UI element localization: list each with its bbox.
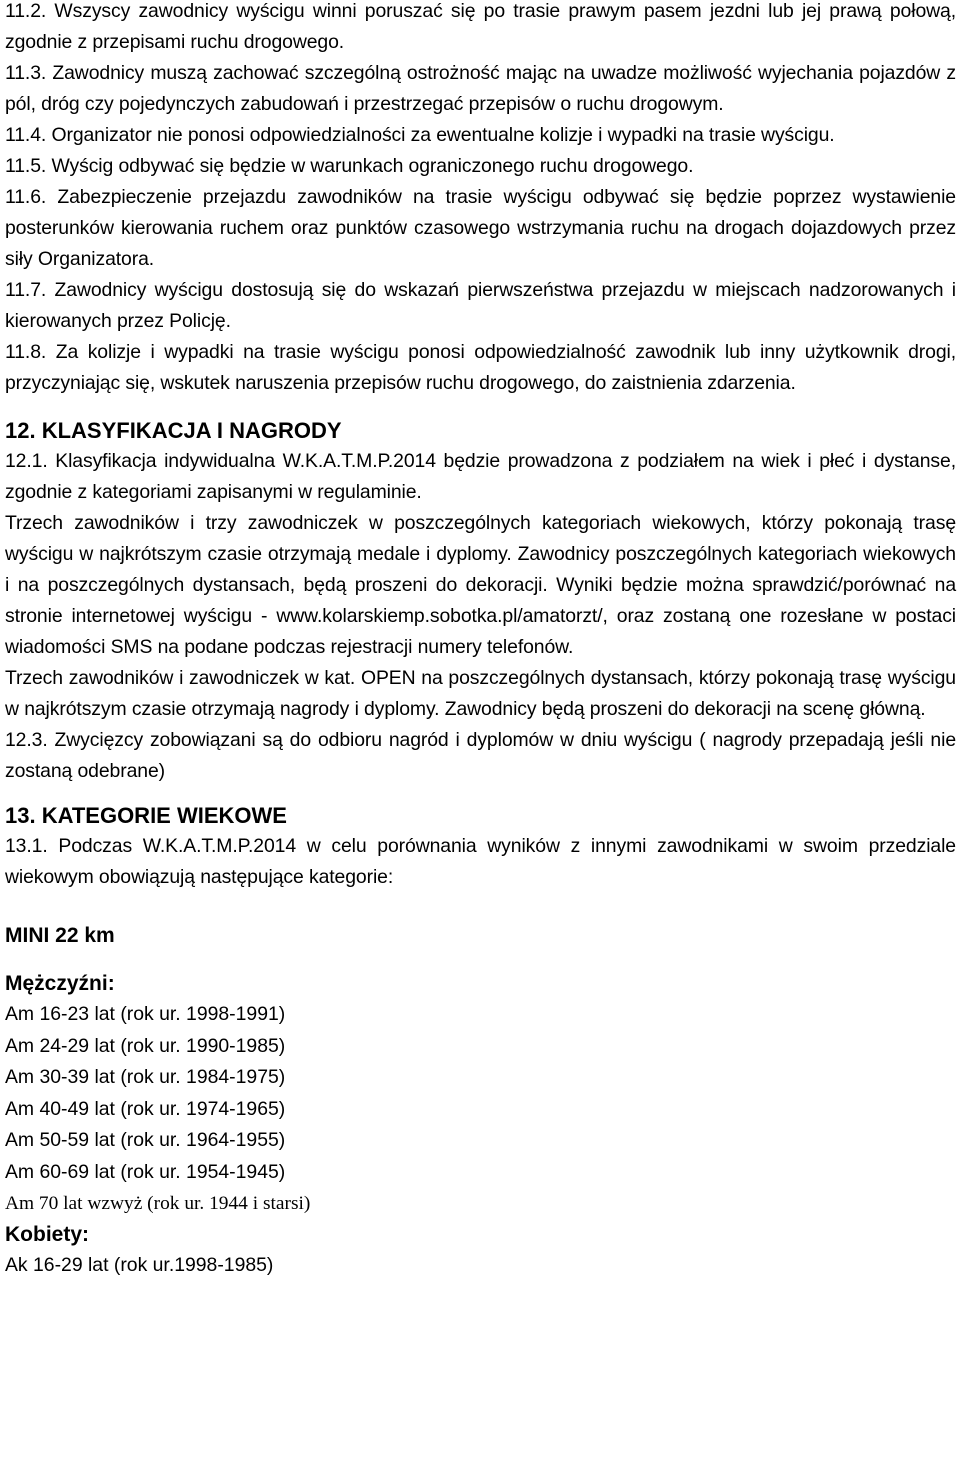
paragraph-11-4: 11.4. Organizator nie ponosi odpowiedzialności za ewentualne kolizje i wypadki na trasie wyścigu.	[5, 124, 835, 146]
mini-distance-heading: MINI 22 km	[5, 924, 115, 947]
men-category-item: Am 24-29 lat (rok ur. 1990-1985)	[5, 1034, 286, 1057]
men-category-item: Am 30-39 lat (rok ur. 1984-1975)	[5, 1066, 286, 1088]
men-category-item: Am 16-23 lat (rok ur. 1998-1991)	[5, 1003, 286, 1025]
spacer	[5, 951, 956, 969]
men-category-item: Am 40-49 lat (rok ur. 1974-1965)	[5, 1097, 286, 1120]
section-13-heading: 13. KATEGORIE WIEKOWE	[5, 803, 287, 828]
women-category-list	[5, 1250, 956, 1282]
section-12-heading: 12. KLASYFIKACJA I NAGRODY	[5, 418, 342, 443]
paragraph-11-6: 11.6. Zabezpieczenie przejazdu zawodników na trasie wyścigu odbywać się będzie poprzez wystawienie posterunków kierowania ruchem oraz punktów czasowego wstrzymania ruchu na drogach dojazdowych przez siły Organizatora.	[5, 186, 956, 270]
women-category-item: Ak 16-29 lat (rok ur.1998-1985)	[5, 1253, 274, 1276]
men-category-list	[5, 999, 956, 1220]
paragraph-12-3: 12.3. Zwycięzcy zobowiązani są do odbioru nagród i dyplomów w dniu wyścigu ( nagrody przepadają jeśli nie zostaną odebrane)	[5, 729, 956, 782]
paragraph-11-7: 11.7. Zawodnicy wyścigu dostosują się do wskazań pierwszeństwa przejazdu w miejscach nadzorowanych i kierowanych przez Policję.	[5, 279, 956, 332]
paragraph-11-2: 11.2. Wszyscy zawodnicy wyścigu winni poruszać się po trasie prawym pasem jezdni lub jej prawą połową, zgodnie z przepisami ruchu drogowego.	[5, 0, 956, 53]
paragraph-11-8: 11.8. Za kolizje i wypadki na trasie wyścigu ponosi odpowiedzialność zawodnik lub inny użytkownik drogi, przyczyniając się, wskutek naruszenia przepisów ruchu drogowego, do zaistnienia zdarzenia.	[5, 341, 956, 394]
paragraph-13-1: 13.1. Podczas W.K.A.T.M.P.2014 w celu porównania wyników z innymi zawodnikami w swoim przedziale wiekowym obowiązują następujące kategorie:	[5, 835, 956, 888]
men-category-item: Am 50-59 lat (rok ur. 1964-1955)	[5, 1129, 286, 1151]
paragraph-12-open: Trzech zawodników i zawodniczek w kat. OPEN na poszczególnych dystansach, którzy pokonają trasę wyścigu w najkrótszym czasie otrzymają nagrody i dyplomy. Zawodnicy będą proszeni do dekoracji na scenę główną.	[5, 667, 956, 720]
paragraph-12-medals: Trzech zawodników i trzy zawodniczek w poszczególnych kategoriach wiekowych, którzy pokonają trasę wyścigu w najkrótszym czasie otrzymają medale i dyplomy. Zawodnicy poszczególnych kategoriach wiekowych i na poszczególnych dystansach, będą proszeni do dekoracji. Wyniki będzie można sprawdzić/porównać na stronie internetowej wyścigu - www.kolarskiemp.sobotka.pl/amatorzt/, oraz zostaną one rozesłane w postaci wiadomości SMS na podane podczas rejestracji numery telefonów.	[5, 512, 956, 658]
paragraph-11-5: 11.5. Wyścig odbywać się będzie w warunkach ograniczonego ruchu drogowego.	[5, 155, 694, 177]
paragraph-11-3: 11.3. Zawodnicy muszą zachować szczególną ostrożność mając na uwadze możliwość wyjechania pojazdów z pól, dróg czy pojedynczych zabudowań i przestrzegać przepisów o ruchu drogowym.	[5, 62, 956, 115]
spacer	[5, 399, 956, 416]
women-heading: Kobiety:	[5, 1222, 89, 1246]
paragraph-12-1: 12.1. Klasyfikacja indywidualna W.K.A.T.M.P.2014 będzie prowadzona z podziałem na wiek i płeć i dystanse, zgodnie z kategoriami zapisanymi w regulaminie.	[5, 450, 956, 503]
men-heading: Mężczyźni:	[5, 972, 115, 995]
spacer	[5, 787, 956, 801]
spacer	[5, 893, 956, 921]
men-category-item: Am 60-69 lat (rok ur. 1954-1945)	[5, 1160, 286, 1183]
men-category-item: Am 70 lat wzwyż (rok ur. 1944 i starsi)	[5, 1193, 311, 1214]
